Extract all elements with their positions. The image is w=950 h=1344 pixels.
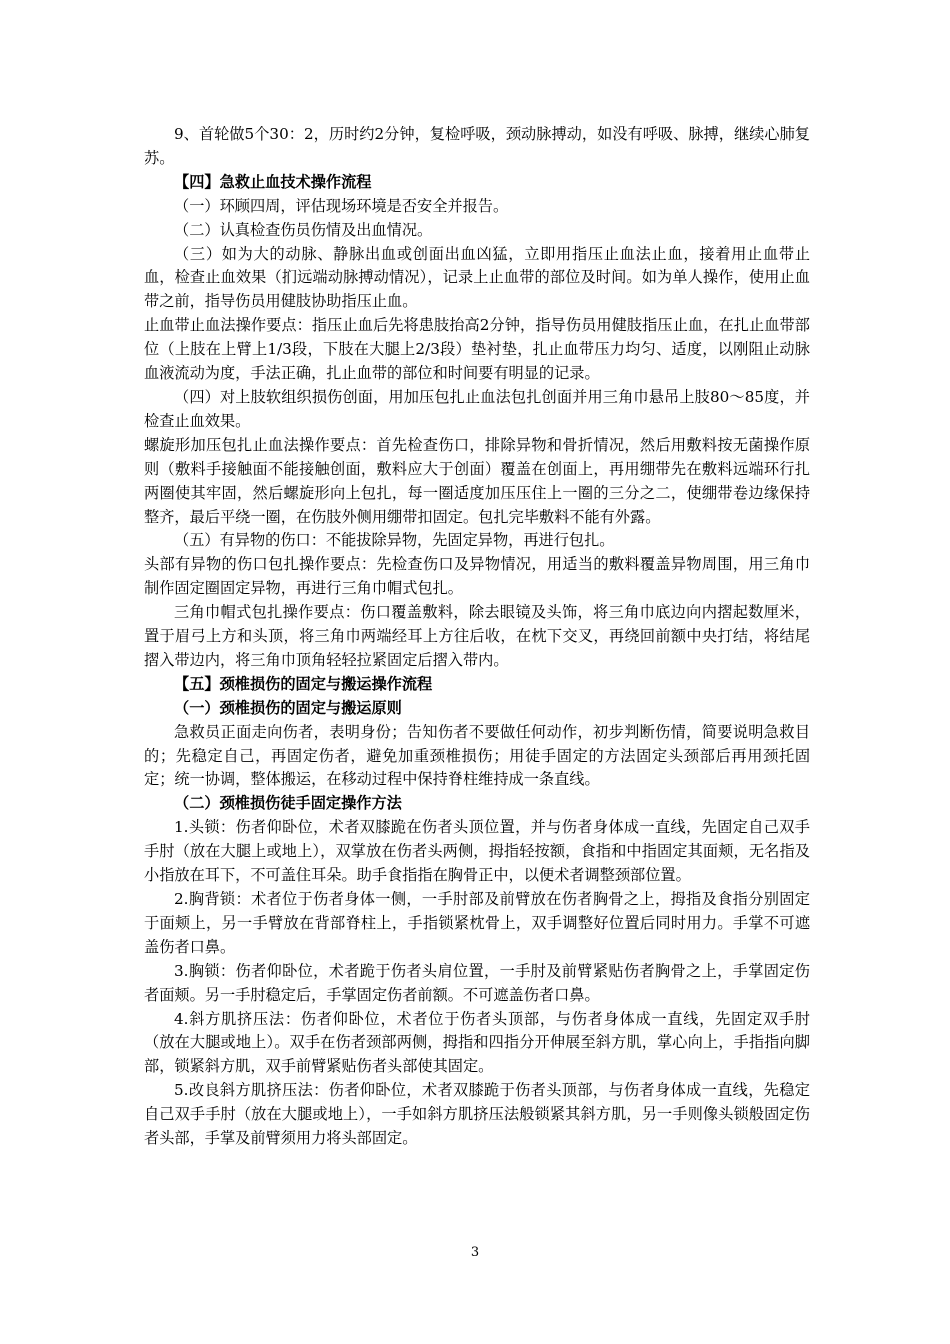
paragraph: 4.斜方肌挤压法：伤者仰卧位，术者位于伤者头顶部，与伤者身体成一直线，先固定双手肘（放在大腿或地上）。双手在伤者颈部两侧，拇指和四指分开伸展至斜方肌，掌心向上，手指指向脚部，锁紧斜方肌，双手前臂紧贴伤者头部使其固定。	[144, 1009, 810, 1076]
page-body	[144, 123, 810, 1151]
paragraph: 3.胸锁：伤者仰卧位，术者跪于伤者头肩位置，一手肘及前臂紧贴伤者胸骨之上，手掌固定伤者面颊。另一手肘稳定后，手掌固定伤者前额。不可遮盖伤者口鼻。	[144, 961, 810, 1004]
paragraph: 急救员正面走向伤者，表明身份；告知伤者不要做任何动作，初步判断伤情，简要说明急救目的；先稳定自己，再固定伤者，避免加重颈椎损伤；用徒手固定的方法固定头颈部后再用颈托固定；统一协调，整体搬运，在移动过程中保持脊柱维持成一条直线。	[144, 722, 810, 789]
paragraph: （二）认真检查伤员伤情及出血情况。	[174, 220, 433, 239]
paragraph: 2.胸背锁：术者位于伤者身体一侧，一手肘部及前臂放在伤者胸骨之上，拇指及食指分别固定于面颊上，另一手臂放在背部脊柱上，手指锁紧枕骨上，双手调整好位置后同时用力。手掌不可遮盖伤者口鼻。	[144, 890, 810, 956]
section-heading: 【四】急救止血技术操作流程	[174, 172, 372, 191]
section-heading: （一）颈椎损伤的固定与搬运原则	[174, 698, 402, 717]
section-heading: （二）颈椎损伤徒手固定操作方法	[174, 794, 402, 813]
paragraph: 5.改良斜方肌挤压法：伤者仰卧位，术者双膝跪于伤者头顶部，与伤者身体成一直线，先稳定自己双手手肘（放在大腿或地上），一手如斜方肌挤压法般锁紧其斜方肌，另一手则像头锁般固定伤者头部，手掌及前臂须用力将头部固定。	[144, 1081, 810, 1148]
page-number: 3	[470, 1245, 480, 1260]
paragraph: 头部有异物的伤口包扎操作要点：先检查伤口及异物情况，用适当的敷料覆盖异物周围，用三角巾制作固定圈固定异物，再进行三角巾帽式包扎。	[144, 555, 810, 598]
paragraph: （五）有异物的伤口：不能拔除异物，先固定异物，再进行包扎。	[174, 531, 615, 550]
paragraph: （四）对上肢软组织损伤创面，用加压包扎止血法包扎创面并用三角巾悬吊上肢80～85度，并检查止血效果。	[144, 387, 810, 430]
paragraph: （一）环顾四周，评估现场环境是否安全并报告。	[174, 196, 509, 215]
section-heading: 【五】颈椎损伤的固定与搬运操作流程	[174, 674, 433, 693]
paragraph: （三）如为大的动脉、静脉出血或创面出血凶猛，立即用指压止血法止血，接着用止血带止血，检查止血效果（扪远端动脉搏动情况），记录上止血带的部位及时间。如为单人操作，使用止血带之前，指导伤员用健肢协助指压止血。	[144, 244, 810, 311]
paragraph: 三角巾帽式包扎操作要点：伤口覆盖敷料，除去眼镜及头饰，将三角巾底边向内摺起数厘米，置于眉弓上方和头顶，将三角巾两端经耳上方往后收，在枕下交叉，再绕回前额中央打结，将结尾摺入带边内，将三角巾顶角轻轻拉紧固定后摺入带内。	[144, 603, 810, 669]
paragraph: 1.头锁：伤者仰卧位，术者双膝跪在伤者头顶位置，并与伤者身体成一直线，先固定自己双手手肘（放在大腿上或地上），双掌放在伤者头两侧，拇指轻按额，食指和中指固定其面颊，无名指及小指放在耳下，不可盖住耳朵。助手食指指在胸骨正中，以便术者调整颈部位置。	[144, 818, 810, 885]
paragraph: 止血带止血法操作要点：指压止血后先将患肢抬高2分钟，指导伤员用健肢指压止血，在扎止血带部位（上肢在上臂上1/3段，下肢在大腿上2/3段）垫衬垫，扎止血带压力均匀、适度，以刚阻止动脉血液流动为度，手法正确，扎止血带的部位和时间要有明显的记录。	[144, 316, 810, 383]
paragraph: 9、首轮做5个30：2，历时约2分钟，复检呼吸，颈动脉搏动，如没有呼吸、脉搏，继续心肺复苏。	[144, 125, 810, 167]
paragraph: 螺旋形加压包扎止血法操作要点：首先检查伤口，排除异物和骨折情况，然后用敷料按无菌操作原则（敷料手接触面不能接触创面，敷料应大于创面）覆盖在创面上，再用绷带先在敷料远端环行扎两圈使其牢固，然后螺旋形向上包扎，每一圈适度加压压住上一圈的三分之二，使绷带卷边缘保持整齐，最后平绕一圈，在伤肢外侧用绷带扣固定。包扎完毕敷料不能有外露。	[144, 435, 810, 526]
